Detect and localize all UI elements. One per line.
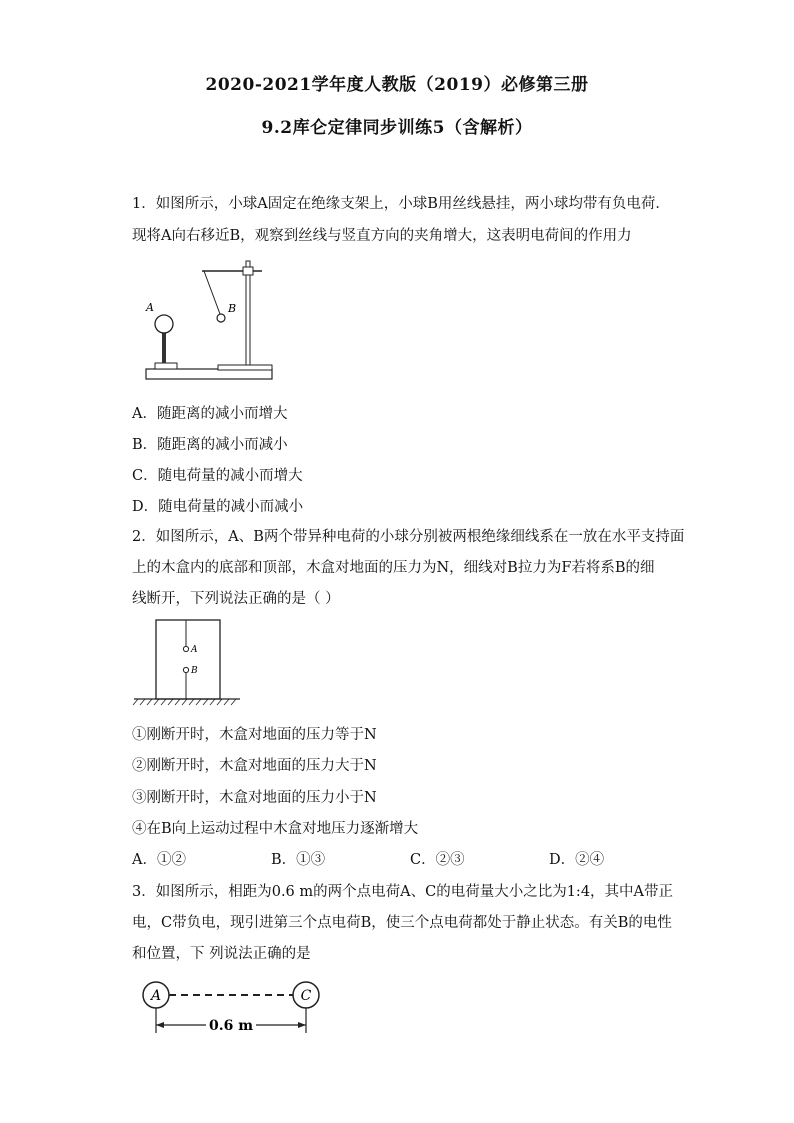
q3-label-c: C (300, 988, 312, 1004)
q1-thread (204, 271, 220, 314)
q3-label-a: A (150, 988, 162, 1004)
q3-arrow-right (298, 1022, 306, 1028)
q2-statement-1: ①刚断开时，木盒对地面的压力等于N (132, 727, 377, 743)
document-subtitle: 9.2库仑定律同步训练5（含解析） (261, 118, 533, 138)
q3-distance-label: 0.6 m (208, 1018, 254, 1034)
q2-option-c: C．②③ (410, 852, 465, 868)
q2-statement-4: ④在B向上运动过程中木盒对地压力逐渐增大 (132, 821, 419, 837)
q1-ball-a (155, 315, 173, 333)
q1-text-line1: 1．如图所示，小球A固定在绝缘支架上，小球B用丝线悬挂，两小球均带有负电荷． (132, 196, 670, 212)
q3-figure (138, 975, 328, 1037)
q3-text-line2: 电，C带负电，现引进第三个点电荷B，使三个点电荷都处于静止状态。有关B的电性 (132, 915, 672, 931)
q1-option-a: A．随距离的减小而增大 (132, 406, 288, 422)
q2-label-b: B (191, 666, 198, 676)
q1-right-base (218, 365, 272, 370)
document-title: 2020-2021学年度人教版（2019）必修第三册 (205, 75, 589, 95)
q2-option-d: D．②④ (549, 852, 605, 868)
q1-ball-b (217, 314, 225, 322)
q1-option-d: D．随电荷量的减小而减小 (132, 499, 304, 515)
q2-text-line1: 2．如图所示，A、B两个带异种电荷的小球分别被两根绝缘细线系在一放在水平支持面 (132, 529, 685, 545)
q1-label-b: B (228, 302, 237, 315)
q1-label-a: A (146, 301, 154, 314)
q2-statement-2: ②刚断开时，木盒对地面的压力大于N (132, 758, 377, 774)
q1-option-b: B．随距离的减小而减小 (132, 437, 288, 453)
q2-option-a: A．①② (132, 852, 186, 868)
q1-stand-a-foot (155, 363, 177, 369)
q2-label-a: A (191, 645, 198, 655)
q1-text-line2: 现将A向右移近B，观察到丝线与竖直方向的夹角增大，这表明电荷间的作用力 (132, 228, 632, 244)
q2-wooden-box (156, 620, 220, 699)
q3-text-line1: 3．如图所示，相距为0.6 m的两个点电荷A、C的电荷量大小之比为1:4，其中A带正 (132, 884, 674, 900)
q1-clamp (243, 267, 253, 275)
q1-option-c: C．随电荷量的减小而增大 (132, 468, 303, 484)
q2-ground-hatch (133, 699, 236, 705)
q2-text-line3: 线断开，下列说法正确的是（ ） (132, 591, 340, 607)
q2-figure (132, 615, 242, 707)
q2-ball-a (183, 646, 188, 651)
q3-arrow-left (156, 1022, 164, 1028)
q2-ball-b (183, 667, 188, 672)
q1-stand-pole (246, 261, 250, 365)
q3-text-line3: 和位置，下 列说法正确的是 (132, 946, 311, 962)
q1-figure (140, 255, 280, 385)
q2-text-line2: 上的木盒内的底部和顶部，木盒对地面的压力为N，细线对B拉力为F若将系B的细 (132, 560, 655, 576)
q1-stand-a-pole (162, 333, 166, 363)
q2-statement-3: ③刚断开时，木盒对地面的压力小于N (132, 790, 377, 806)
q2-option-b: B．①③ (271, 852, 326, 868)
